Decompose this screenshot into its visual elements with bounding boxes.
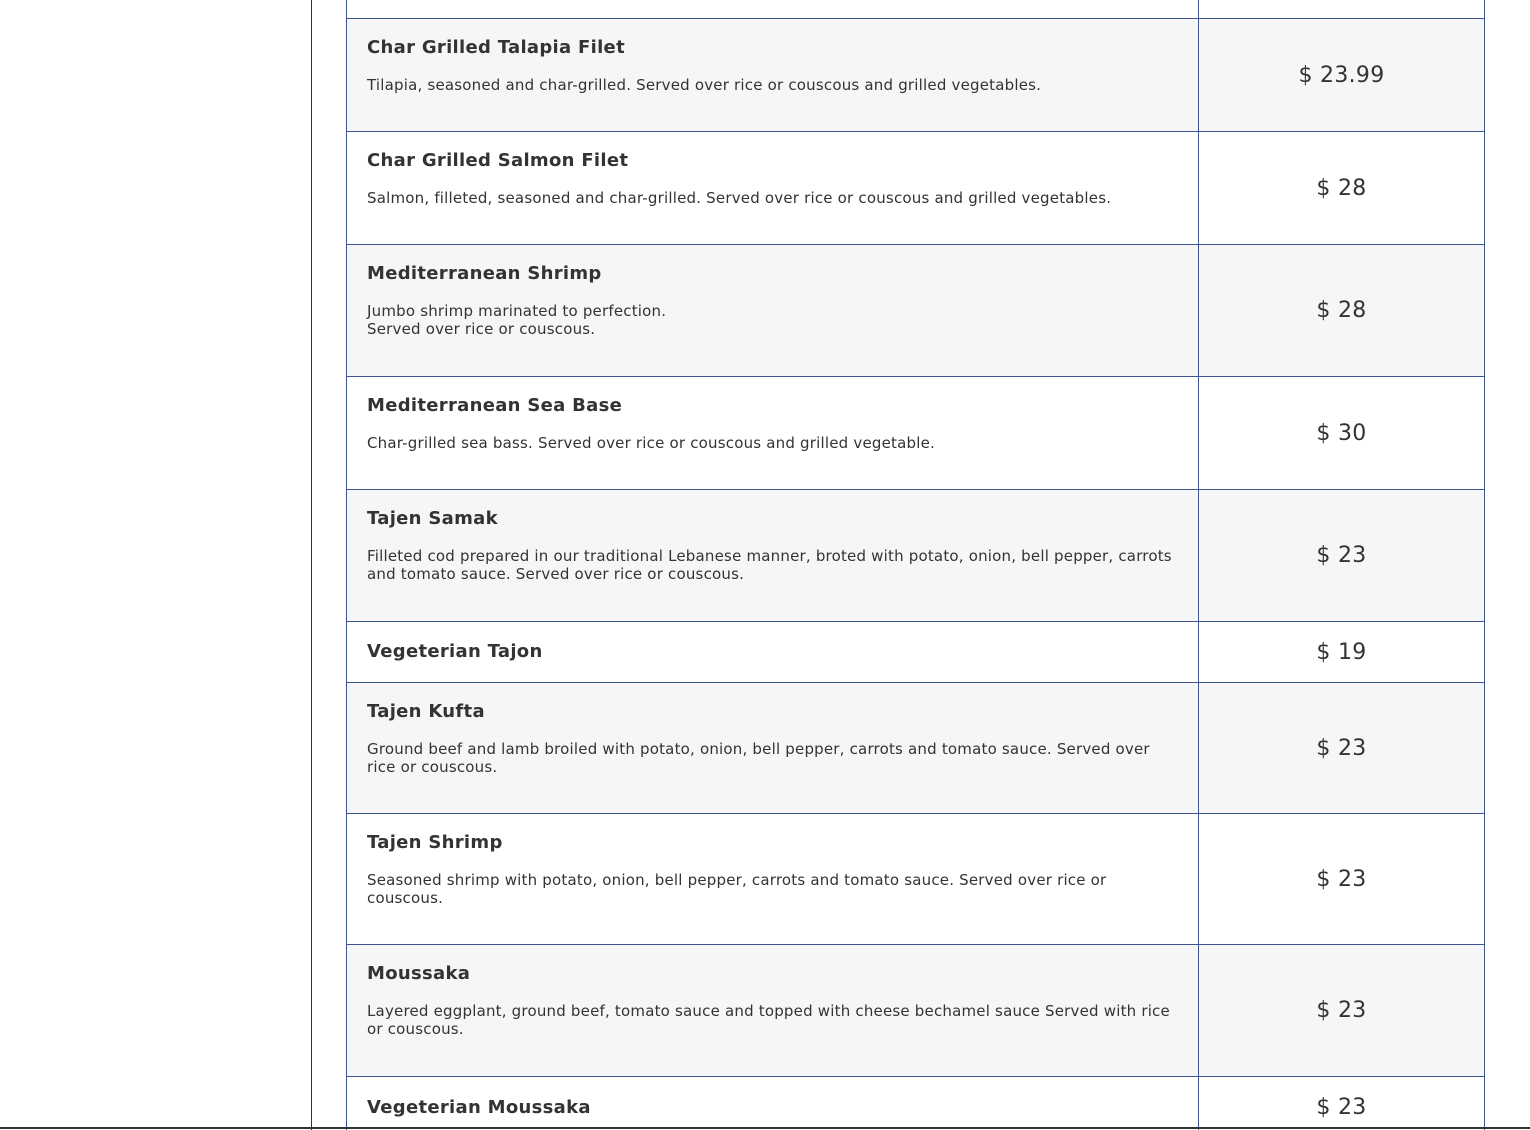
menu-item-name: Mediterranean Shrimp bbox=[367, 263, 602, 284]
menu-row-tajen-shrimp bbox=[347, 814, 1485, 945]
menu-item-description: Ground beef and lamb broiled with potato, onion, bell pepper, carrots and tomato sauce. Served over rice or couscous. bbox=[367, 740, 1150, 776]
menu-row-vegeterian-moussaka bbox=[347, 1077, 1485, 1130]
menu-item-cell bbox=[347, 1077, 1199, 1130]
menu-row-tajen-kufta bbox=[347, 683, 1485, 814]
menu-item-name: Char Grilled Salmon Filet bbox=[367, 150, 629, 171]
menu-item-description: Seasoned shrimp with potato, onion, bell pepper, carrots and tomato sauce. Served over rice or couscous. bbox=[367, 871, 1107, 907]
previous-item-cell bbox=[347, 0, 1199, 19]
menu-item-price: $ 28 bbox=[1199, 132, 1485, 245]
menu-item-price: $ 28 bbox=[1199, 245, 1485, 377]
menu-item-cell bbox=[347, 945, 1199, 1077]
menu-item-name: Vegeterian Moussaka bbox=[367, 1096, 591, 1118]
page-bottom-border bbox=[0, 1127, 1530, 1129]
menu-item-name: Tajen Samak bbox=[367, 508, 498, 529]
menu-item-cell bbox=[347, 490, 1199, 622]
menu-item-cell bbox=[347, 19, 1199, 132]
menu-item-name: Char Grilled Talapia Filet bbox=[367, 37, 625, 58]
menu-item-cell bbox=[347, 683, 1199, 814]
menu-item-price: $ 23 bbox=[1199, 814, 1485, 945]
menu-item-cell bbox=[347, 132, 1199, 245]
table-row-previous bbox=[347, 0, 1485, 19]
previous-price-cell bbox=[1199, 0, 1485, 19]
menu-item-cell bbox=[347, 245, 1199, 377]
menu-item-description: Jumbo shrimp marinated to perfection. Served over rice or couscous. bbox=[367, 302, 667, 338]
menu-item-description: Layered eggplant, ground beef, tomato sauce and topped with cheese bechamel sauce Served with rice or couscous. bbox=[367, 1002, 1170, 1038]
menu-row-mediterranean-shrimp bbox=[347, 245, 1485, 377]
menu-item-name: Tajen Shrimp bbox=[367, 832, 503, 853]
menu-item-description: Salmon, filleted, seasoned and char-grilled. Served over rice or couscous and grilled vegetables. bbox=[367, 189, 1112, 207]
menu-item-price: $ 23 bbox=[1199, 1077, 1485, 1130]
menu-item-price: $ 23.99 bbox=[1199, 19, 1485, 132]
menu-item-description: Filleted cod prepared in our traditional Lebanese manner, broted with potato, onion, bell pepper, carrots and tomato sauce. Served over rice or couscous. bbox=[367, 547, 1172, 583]
menu-item-description: Tilapia, seasoned and char-grilled. Served over rice or couscous and grilled vegetables. bbox=[367, 76, 1042, 94]
menu-item-cell bbox=[347, 814, 1199, 945]
menu-item-price: $ 23 bbox=[1199, 945, 1485, 1077]
menu-item-name: Tajen Kufta bbox=[367, 701, 485, 722]
menu-item-cell bbox=[347, 622, 1199, 683]
menu-item-name: Vegeterian Tajon bbox=[367, 641, 543, 662]
menu-row-vegeterian-tajon bbox=[347, 622, 1485, 683]
menu-item-price: $ 23 bbox=[1199, 683, 1485, 814]
menu-item-price: $ 23 bbox=[1199, 490, 1485, 622]
menu-row-tajen-samak bbox=[347, 490, 1485, 622]
menu-item-price: $ 19 bbox=[1199, 622, 1485, 683]
menu-item-name: Mediterranean Sea Base bbox=[367, 395, 623, 416]
menu-item-price: $ 30 bbox=[1199, 377, 1485, 490]
menu-row-sea-bass bbox=[347, 377, 1485, 490]
menu-row-talapia bbox=[347, 19, 1485, 132]
menu-table bbox=[346, 0, 1485, 1130]
menu-item-name: Moussaka bbox=[367, 963, 471, 984]
menu-row-moussaka bbox=[347, 945, 1485, 1077]
content-left-border bbox=[311, 0, 312, 1130]
menu-row-salmon bbox=[347, 132, 1485, 245]
menu-item-description: Char-grilled sea bass. Served over rice or couscous and grilled vegetable. bbox=[367, 434, 935, 452]
menu-item-cell bbox=[347, 377, 1199, 490]
